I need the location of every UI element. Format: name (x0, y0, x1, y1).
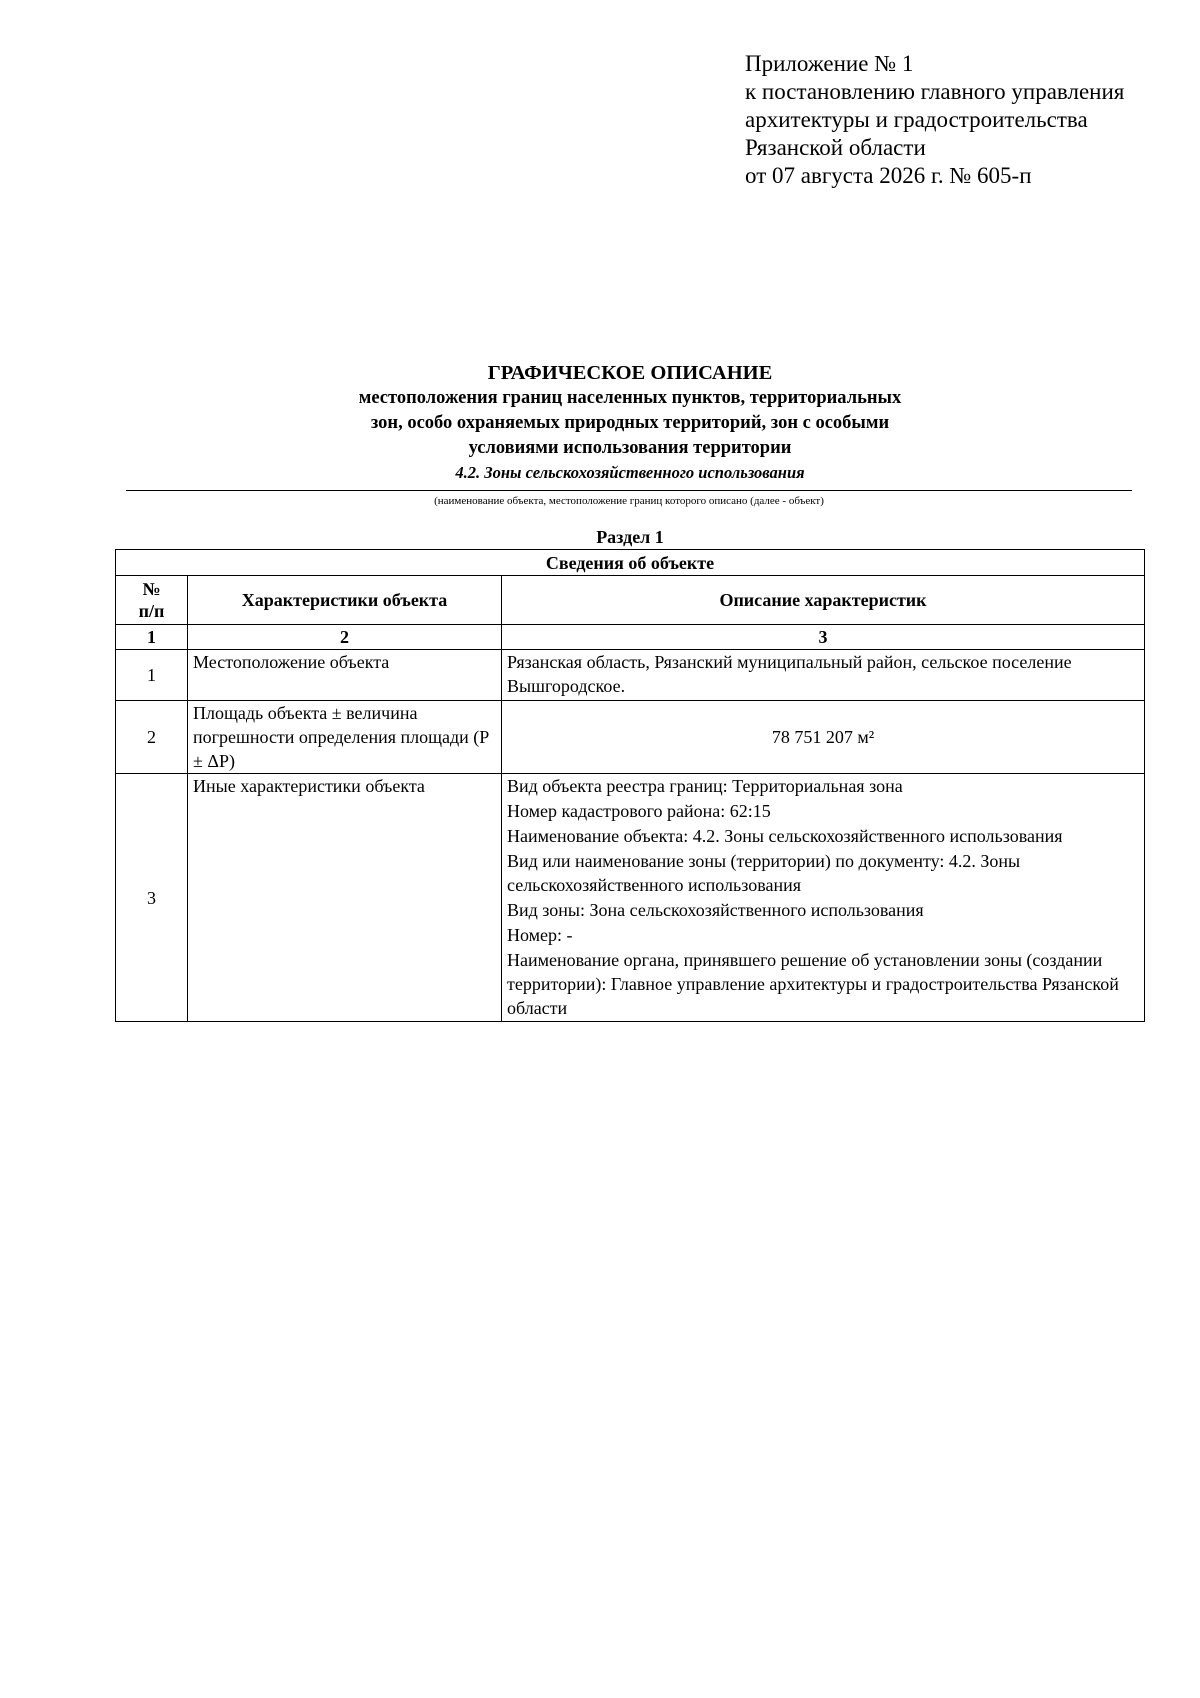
object-caption: (наименование объекта, местоположение границ которого описано (далее - объект) (434, 495, 824, 507)
column-number: 1 (116, 625, 188, 650)
section-title: Раздел 1 (596, 527, 664, 547)
row-characteristic: Иные характеристики объекта (188, 774, 502, 1022)
row-description (502, 774, 1145, 1022)
header-number: № п/п (116, 576, 188, 625)
row-description: 78 751 207 м² (502, 701, 1145, 774)
appendix-line: Рязанской области (745, 135, 926, 160)
row-number: 2 (116, 701, 188, 774)
title-subtitle-line: зон, особо охраняемых природных территорий, зон с особыми (370, 413, 890, 433)
appendix-line: Приложение № 1 (745, 51, 914, 76)
object-underline (126, 490, 1132, 491)
table-row (116, 774, 1145, 1022)
column-number-row (116, 625, 1145, 650)
title-subtitle-line: условиями использования территории (468, 438, 792, 458)
appendix-line: архитектуры и градостроительства (745, 107, 1088, 132)
description-item: Наименование объекта: 4.2. Зоны сельскохозяйственного использования (507, 826, 1063, 846)
table-row (116, 650, 1145, 701)
appendix-block (745, 50, 1185, 190)
description-item: Вид или наименование зоны (территории) по документу: 4.2. Зоны сельскохозяйственного использования (507, 851, 1021, 895)
object-info-table (115, 549, 1145, 1022)
column-number: 2 (188, 625, 502, 650)
row-characteristic: Местоположение объекта (188, 650, 502, 701)
column-number: 3 (502, 625, 1145, 650)
row-number: 1 (116, 650, 188, 701)
table-header-row (116, 576, 1145, 625)
appendix-line: к постановлению главного управления (745, 79, 1125, 104)
header-description: Описание характеристик (502, 576, 1145, 625)
table-row (116, 701, 1145, 774)
appendix-line: от 07 августа 2026 г. № 605-п (745, 163, 1032, 188)
object-name: 4.2. Зоны сельскохозяйственного использования (455, 463, 805, 482)
table-caption-row (116, 550, 1145, 576)
table-caption: Сведения об объекте (116, 550, 1145, 576)
row-number: 3 (116, 774, 188, 1022)
row-characteristic: Площадь объекта ± величина погрешности определения площади (P ± ΔP) (188, 701, 502, 774)
header-characteristic: Характеристики объекта (188, 576, 502, 625)
document-title: ГРАФИЧЕСКОЕ ОПИСАНИЕ (487, 362, 773, 384)
description-item: Наименование органа, принявшего решение об установлении зоны (создании территории): Главное управление архитектуры и градостроительства Рязанской области (507, 950, 1119, 1018)
title-subtitle-line: местоположения границ населенных пунктов, территориальных (358, 388, 902, 408)
description-item: Номер: - (507, 925, 573, 945)
description-item: Вид зоны: Зона сельскохозяйственного использования (507, 900, 924, 920)
description-item: Номер кадастрового района: 62:15 (507, 801, 771, 821)
title-block (126, 360, 1134, 484)
row-description: Рязанская область, Рязанский муниципальный район, сельское поселение Вышгородское. (502, 650, 1145, 701)
description-item: Вид объекта реестра границ: Территориальная зона (507, 776, 903, 796)
